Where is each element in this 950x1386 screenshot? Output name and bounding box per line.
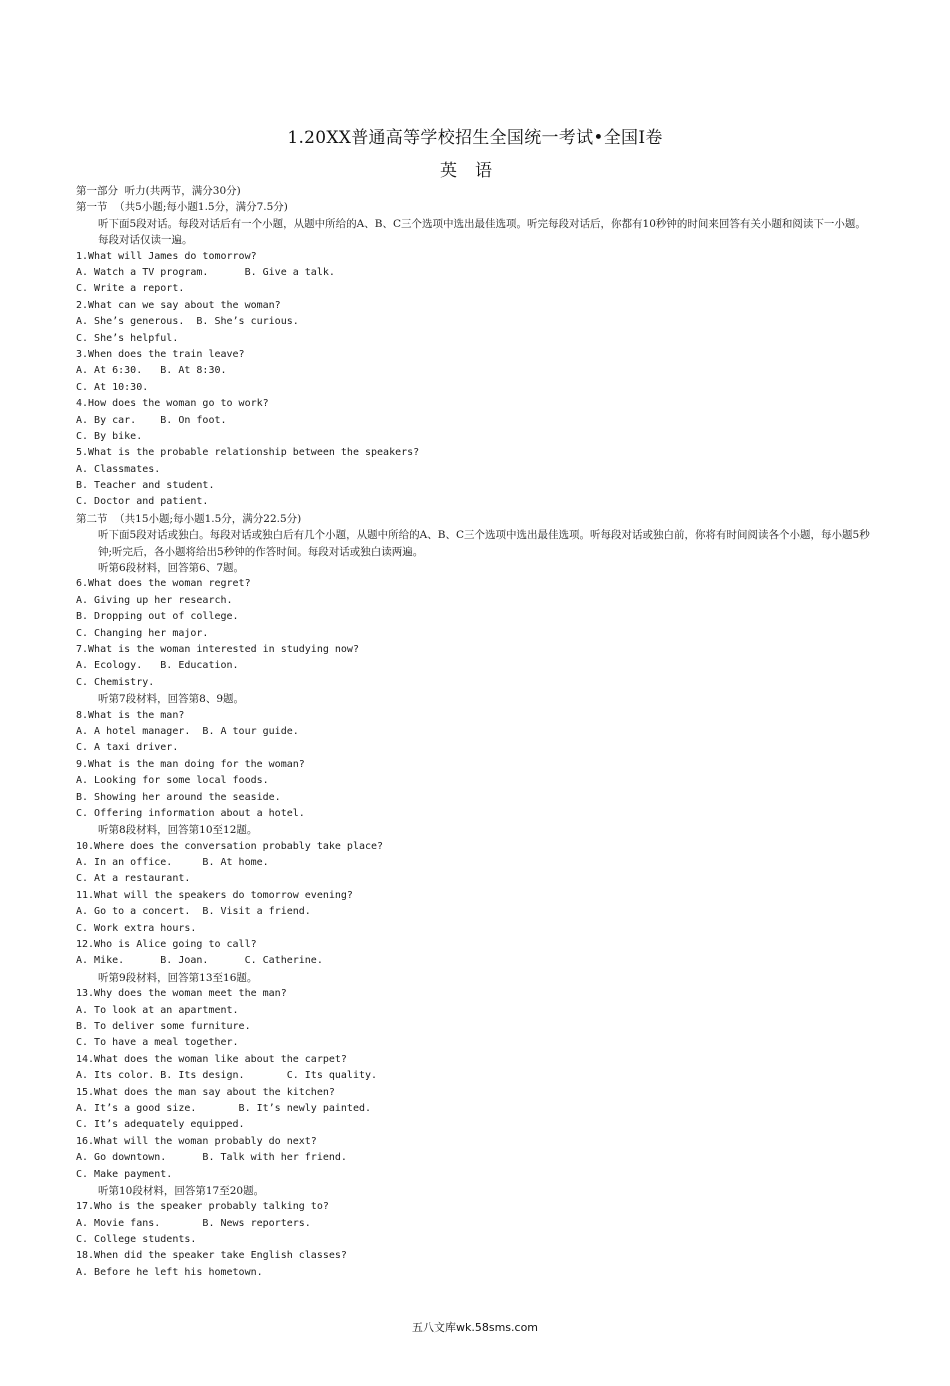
text-line: A. Classmates. [76,463,161,475]
subject-heading: 英语 [440,161,510,181]
text-line: 5.What is the probable relationship between the speakers? [76,447,420,459]
text-line: A. Movie fans. B. News reporters. [76,1217,311,1229]
text-line: 12.Who is Alice going to call? [76,939,257,951]
text-line: A. A hotel manager. B. A tour guide. [76,725,299,737]
text-line: 1.What will James do tomorrow? [76,250,257,262]
text-line: A. Before he left his hometown. [76,1266,263,1278]
text-line: 4.How does the woman go to work? [76,398,269,410]
text-line: 听第9段材料，回答第13至16题。 [98,971,258,984]
text-line: 听下面5段对话。每段对话后有一个小题，从题中所给的A、B、C三个选项中选出最佳选项。听完每段对话后，你都有10秒钟的时间来回答有关小题和阅读下一小题。每段对话仅读一遍。 [98,217,866,247]
text-line: C. Make payment. [76,1168,173,1180]
text-line: A. It’s a good size. B. It’s newly painted. [76,1102,372,1114]
text-line: 9.What is the man doing for the woman? [76,758,305,770]
text-line: C. Offering information about a hotel. [76,807,305,819]
text-line: A. Watch a TV program. B. Give a talk. [76,266,335,278]
text-line: 17.Who is the speaker probably talking to? [76,1201,329,1213]
text-line: A. Its color. B. Its design. C. Its quality. [76,1070,378,1082]
footer-watermark: 五八文库wk.58sms.com [411,1321,539,1334]
text-line: A. Go downtown. B. Talk with her friend. [76,1152,347,1164]
text-line: B. Dropping out of college. [76,611,239,623]
text-line: A. She’s generous. B. She’s curious. [76,316,299,328]
text-line: C. At a restaurant. [76,873,191,885]
text-line: C. College students. [76,1234,197,1246]
text-line: 2.What can we say about the woman? [76,299,281,311]
text-line: C. Doctor and patient. [76,496,209,508]
text-line: A. Looking for some local foods. [76,775,269,787]
text-line: A. At 6:30. B. At 8:30. [76,365,227,377]
text-line: 听第6段材料，回答第6、7题。 [98,562,245,575]
text-line: A. In an office. B. At home. [76,857,269,869]
text-line: 6.What does the woman regret? [76,578,251,590]
text-line: A. To look at an apartment. [76,1004,239,1016]
text-line: 第一节 （共5小题;每小题1.5分，满分7.5分) [76,201,288,214]
text-line: B. Showing her around the seaside. [76,791,281,803]
text-line: C. Write a report. [76,283,185,295]
text-line: 听第10段材料，回答第17至20题。 [98,1184,265,1197]
text-line: 听第8段材料，回答第10至12题。 [98,824,258,837]
text-line: 7.What is the woman interested in studying now? [76,644,359,655]
text-line: 第二节 （共15小题;每小题1.5分，满分22.5分) [76,512,302,525]
text-line: C. Chemistry. [76,676,155,688]
text-line: C. A taxi driver. [76,742,179,754]
text-line: B. To deliver some furniture. [76,1020,251,1032]
text-line: A. Go to a concert. B. Visit a friend. [76,906,311,918]
text-line: C. To have a meal together. [76,1037,239,1049]
text-line: C. Work extra hours. [76,922,197,934]
text-line: 13.Why does the woman meet the man? [76,988,287,1000]
text-line: C. It’s adequately equipped. [76,1119,245,1131]
text-line: C. By bike. [76,430,143,442]
text-line: 18.When did the speaker take English classes? [76,1250,347,1262]
text-line: C. Changing her major. [76,627,209,639]
text-line: A. By car. B. On foot. [76,414,227,426]
text-line: 15.What does the man say about the kitchen? [76,1086,335,1098]
text-line: 16.What will the woman probably do next? [76,1135,317,1147]
text-line: 10.Where does the conversation probably take place? [76,840,384,852]
text-line: A. Giving up her research. [76,594,233,606]
document-title: 1.20XX普通高等学校招生全国统一考试•全国Ⅰ卷 [287,128,663,148]
text-line: 14.What does the woman like about the carpet? [76,1053,347,1065]
text-line: B. Teacher and student. [76,480,215,492]
text-line: 8.What is the man? [76,709,185,721]
text-line: 听第7段材料，回答第8、9题。 [98,693,245,706]
exam-body [76,183,876,1281]
text-line: A. Ecology. B. Education. [76,660,239,672]
text-line: C. She’s helpful. [76,332,179,344]
text-line: A. Mike. B. Joan. C. Catherine. [76,955,323,967]
text-line: 第一部分 听力(共两节，满分30分) [76,185,241,197]
text-line: 听下面5段对话或独白。每段对话或独白后有几个小题，从题中所给的A、B、C三个选项中选出最佳选项。听每段对话或独白前，你将有时间阅读各个小题，每小题5秒钟;听完后，各小题将给出5秒钟的作答时间。每段对话或独白读两遍。 [98,529,870,558]
text-line: C. At 10:30. [76,381,149,393]
text-line: 3.When does the train leave? [76,348,245,360]
text-line: 11.What will the speakers do tomorrow evening? [76,889,353,901]
